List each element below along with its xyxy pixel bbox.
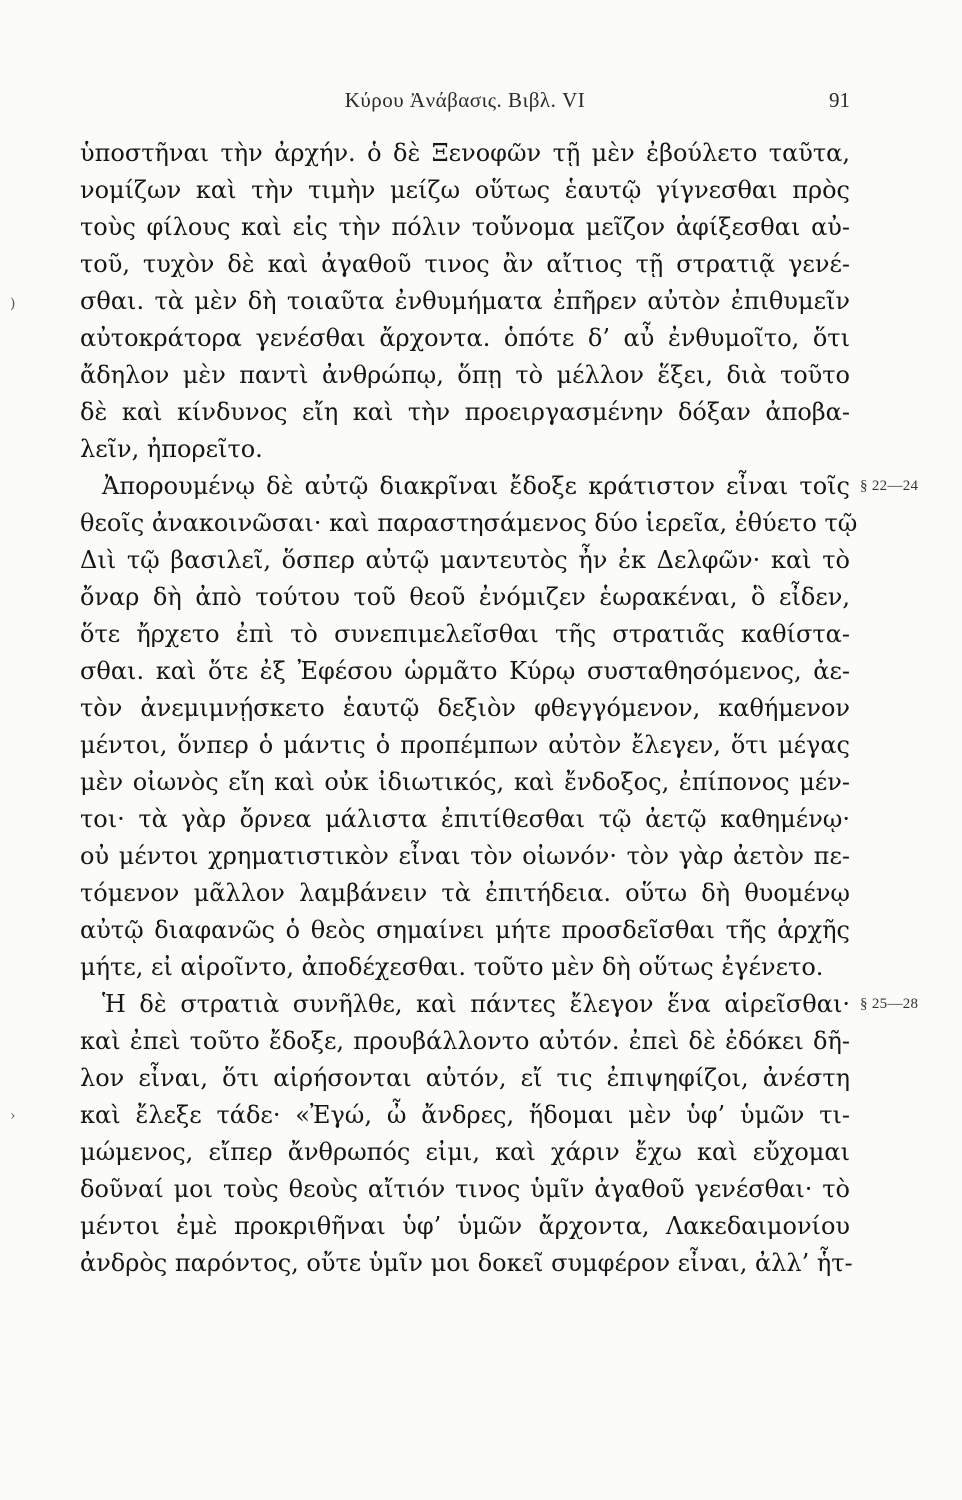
text-line-content: ἀνδρὸς παρόντος, οὔτε ὑμῖν μοι δοκεῖ συμφέρον εἶναι, ἀλλ’ ἧτ- [80,1249,853,1277]
text-line [80,172,850,209]
marginal-section-ref: § 22—24 [860,478,919,494]
text-line-content: μέντοι ἐμὲ προκριθῆναι ὑφ’ ὑμῶν ἄρχοντα, Λακεδαιμονίου [80,1212,850,1240]
text-line [80,135,850,172]
text-line [80,542,850,579]
text-line [80,283,850,320]
text-line-content: τοὺς φίλους καὶ εἰς τὴν πόλιν τοὔνομα μεῖζον ἀφίξεσθαι αὐ- [80,213,850,241]
text-line-content: λον εἶναι, ὅτι αἱρήσονται αὐτόν, εἴ τις ἐπιψηφίζοι, ἀνέστη [80,1064,850,1092]
text-line [80,1208,850,1245]
text-line-content: οὐ μέντοι χρηματιστικὸν εἶναι τὸν οἰωνόν· τὸν γὰρ ἀετὸν πε- [80,842,850,870]
text-line [80,1060,850,1097]
text-line-content: τόμενον μᾶλλον λαμβάνειν τὰ ἐπιτήδεια. οὕτω δὴ θυομένῳ [80,879,850,907]
page-number: 91 [829,88,850,112]
running-head [80,88,850,118]
text-line-content: Ἀπορουμένῳ δὲ αὐτῷ διακρῖναι ἔδοξε κράτιστον εἶναι τοῖς [102,472,850,500]
text-line [80,875,850,912]
text-line [80,1134,850,1171]
text-line [80,912,850,949]
text-line [80,616,850,653]
text-line [80,1245,853,1282]
text-line [80,431,850,468]
text-line-content: Ἡ δὲ στρατιὰ συνῆλθε, καὶ πάντες ἔλεγον ἕνα αἱρεῖσθαι· [102,990,850,1018]
text-line [80,209,850,246]
text-line [80,320,850,357]
text-line-content: ἄδηλον μὲν παντὶ ἀνθρώπῳ, ὅπῃ τὸ μέλλον ἕξει, διὰ τοῦτο [80,361,850,389]
text-line-content: μὲν οἰωνὸς εἴη καὶ οὐκ ἰδιωτικός, καὶ ἔνδοξος, ἐπίπονος μέν- [80,768,850,796]
text-line [80,801,850,838]
text-line [80,357,850,394]
text-line [80,468,919,505]
text-line-content: καὶ ἐπεὶ τοῦτο ἔδοξε, προυβάλλοντο αὐτόν. ἐπεὶ δὲ ἐδόκει δῆ- [80,1027,850,1055]
text-line-content: τοῦ, τυχὸν δὲ καὶ ἀγαθοῦ τινος ἂν αἴτιος τῇ στρατιᾷ γενέ- [80,250,850,278]
text-line-content: δοῦναί μοι τοὺς θεοὺς αἴτιόν τινος ὑμῖν ἀγαθοῦ γενέσθαι· τὸ [80,1175,850,1203]
text-line-content: σθαι. καὶ ὅτε ἐξ Ἐφέσου ὡρμᾶτο Κύρῳ συσταθησόμενος, ἀε- [80,657,850,685]
text-line-content: αὐτοκράτορα γενέσθαι ἄρχοντα. ὁπότε δ’ αὖ ἐνθυμοῖτο, ὅτι [80,324,850,352]
text-line-content: αὐτῷ διαφανῶς ὁ θεὸς σημαίνει μήτε προσδεῖσθαι τῆς ἀρχῆς [80,916,850,944]
text-line [80,727,850,764]
text-line [80,690,850,727]
text-line-content: τοι· τὰ γὰρ ὄρνεα μάλιστα ἐπιτίθεσθαι τῷ ἀετῷ καθημένῳ· [80,805,850,833]
text-line [80,505,858,542]
running-title: Κύρου Ἀνάβασις. Βιβλ. VI [344,88,586,112]
text-line-content: θεοῖς ἀνακοινῶσαι· καὶ παραστησάμενος δύο ἱερεῖα, ἐθύετο τῷ [80,509,858,537]
text-line-content: καὶ ἔλεξε τάδε· «Ἐγώ, ὦ ἄνδρες, ἥδομαι μὲν ὑφ’ ὑμῶν τι- [80,1101,850,1129]
text-line [80,764,850,801]
text-line [80,1097,850,1134]
text-line-content: Διὶ τῷ βασιλεῖ, ὅσπερ αὐτῷ μαντευτὸς ἦν ἐκ Δελφῶν· καὶ τὸ [80,546,850,574]
text-line-content: μέντοι, ὅνπερ ὁ μάντις ὁ προπέμπων αὐτὸν ἔλεγεν, ὅτι μέγας [80,731,850,759]
text-line [80,986,919,1023]
text-line-content: ὑποστῆναι τὴν ἀρχήν. ὁ δὲ Ξενοφῶν τῇ μὲν ἐβούλετο ταῦτα, [80,139,850,167]
text-line [80,1023,850,1060]
text-line-content: ὄναρ δὴ ἀπὸ τούτου τοῦ θεοῦ ἐνόμιζεν ἑωρακέναι, ὃ εἶδεν, [80,583,850,611]
text-line-content: μώμενος, εἴπερ ἄνθρωπός εἰμι, καὶ χάριν ἔχω καὶ εὔχομαι [80,1138,850,1166]
text-line-content: τὸν ἀνεμιμνῄσκετο ἑαυτῷ δεξιὸν φθεγγόμενον, καθήμενον [80,694,850,722]
marginal-section-ref: § 25—28 [860,996,919,1012]
text-body [80,135,919,1282]
text-line [80,838,850,875]
edge-mark: ) [10,296,16,312]
text-line-content: μήτε, εἰ αἱροῖντο, ἀποδέχεσθαι. τοῦτο μὲν δὴ οὕτως ἐγένετο. [80,953,824,981]
text-line [80,579,850,616]
text-line [80,1171,850,1208]
text-line [80,246,850,283]
text-line-content: δὲ καὶ κίνδυνος εἴη καὶ τὴν προειργασμένην δόξαν ἀποβα- [80,398,850,426]
text-line-content: ὅτε ἤρχετο ἐπὶ τὸ συνεπιμελεῖσθαι τῆς στρατιᾶς καθίστα- [80,620,850,648]
edge-mark: › [10,1108,16,1124]
text-line-content: νομίζων καὶ τὴν τιμὴν μείζω οὕτως ἑαυτῷ γίγνεσθαι πρὸς [80,176,850,204]
text-line [80,653,850,690]
text-line-content: λεῖν, ἠπορεῖτο. [80,435,263,463]
text-line [80,394,850,431]
text-line-content: σθαι. τὰ μὲν δὴ τοιαῦτα ἐνθυμήματα ἐπῆρεν αὐτὸν ἐπιθυμεῖν [80,287,850,315]
text-line [80,949,850,986]
